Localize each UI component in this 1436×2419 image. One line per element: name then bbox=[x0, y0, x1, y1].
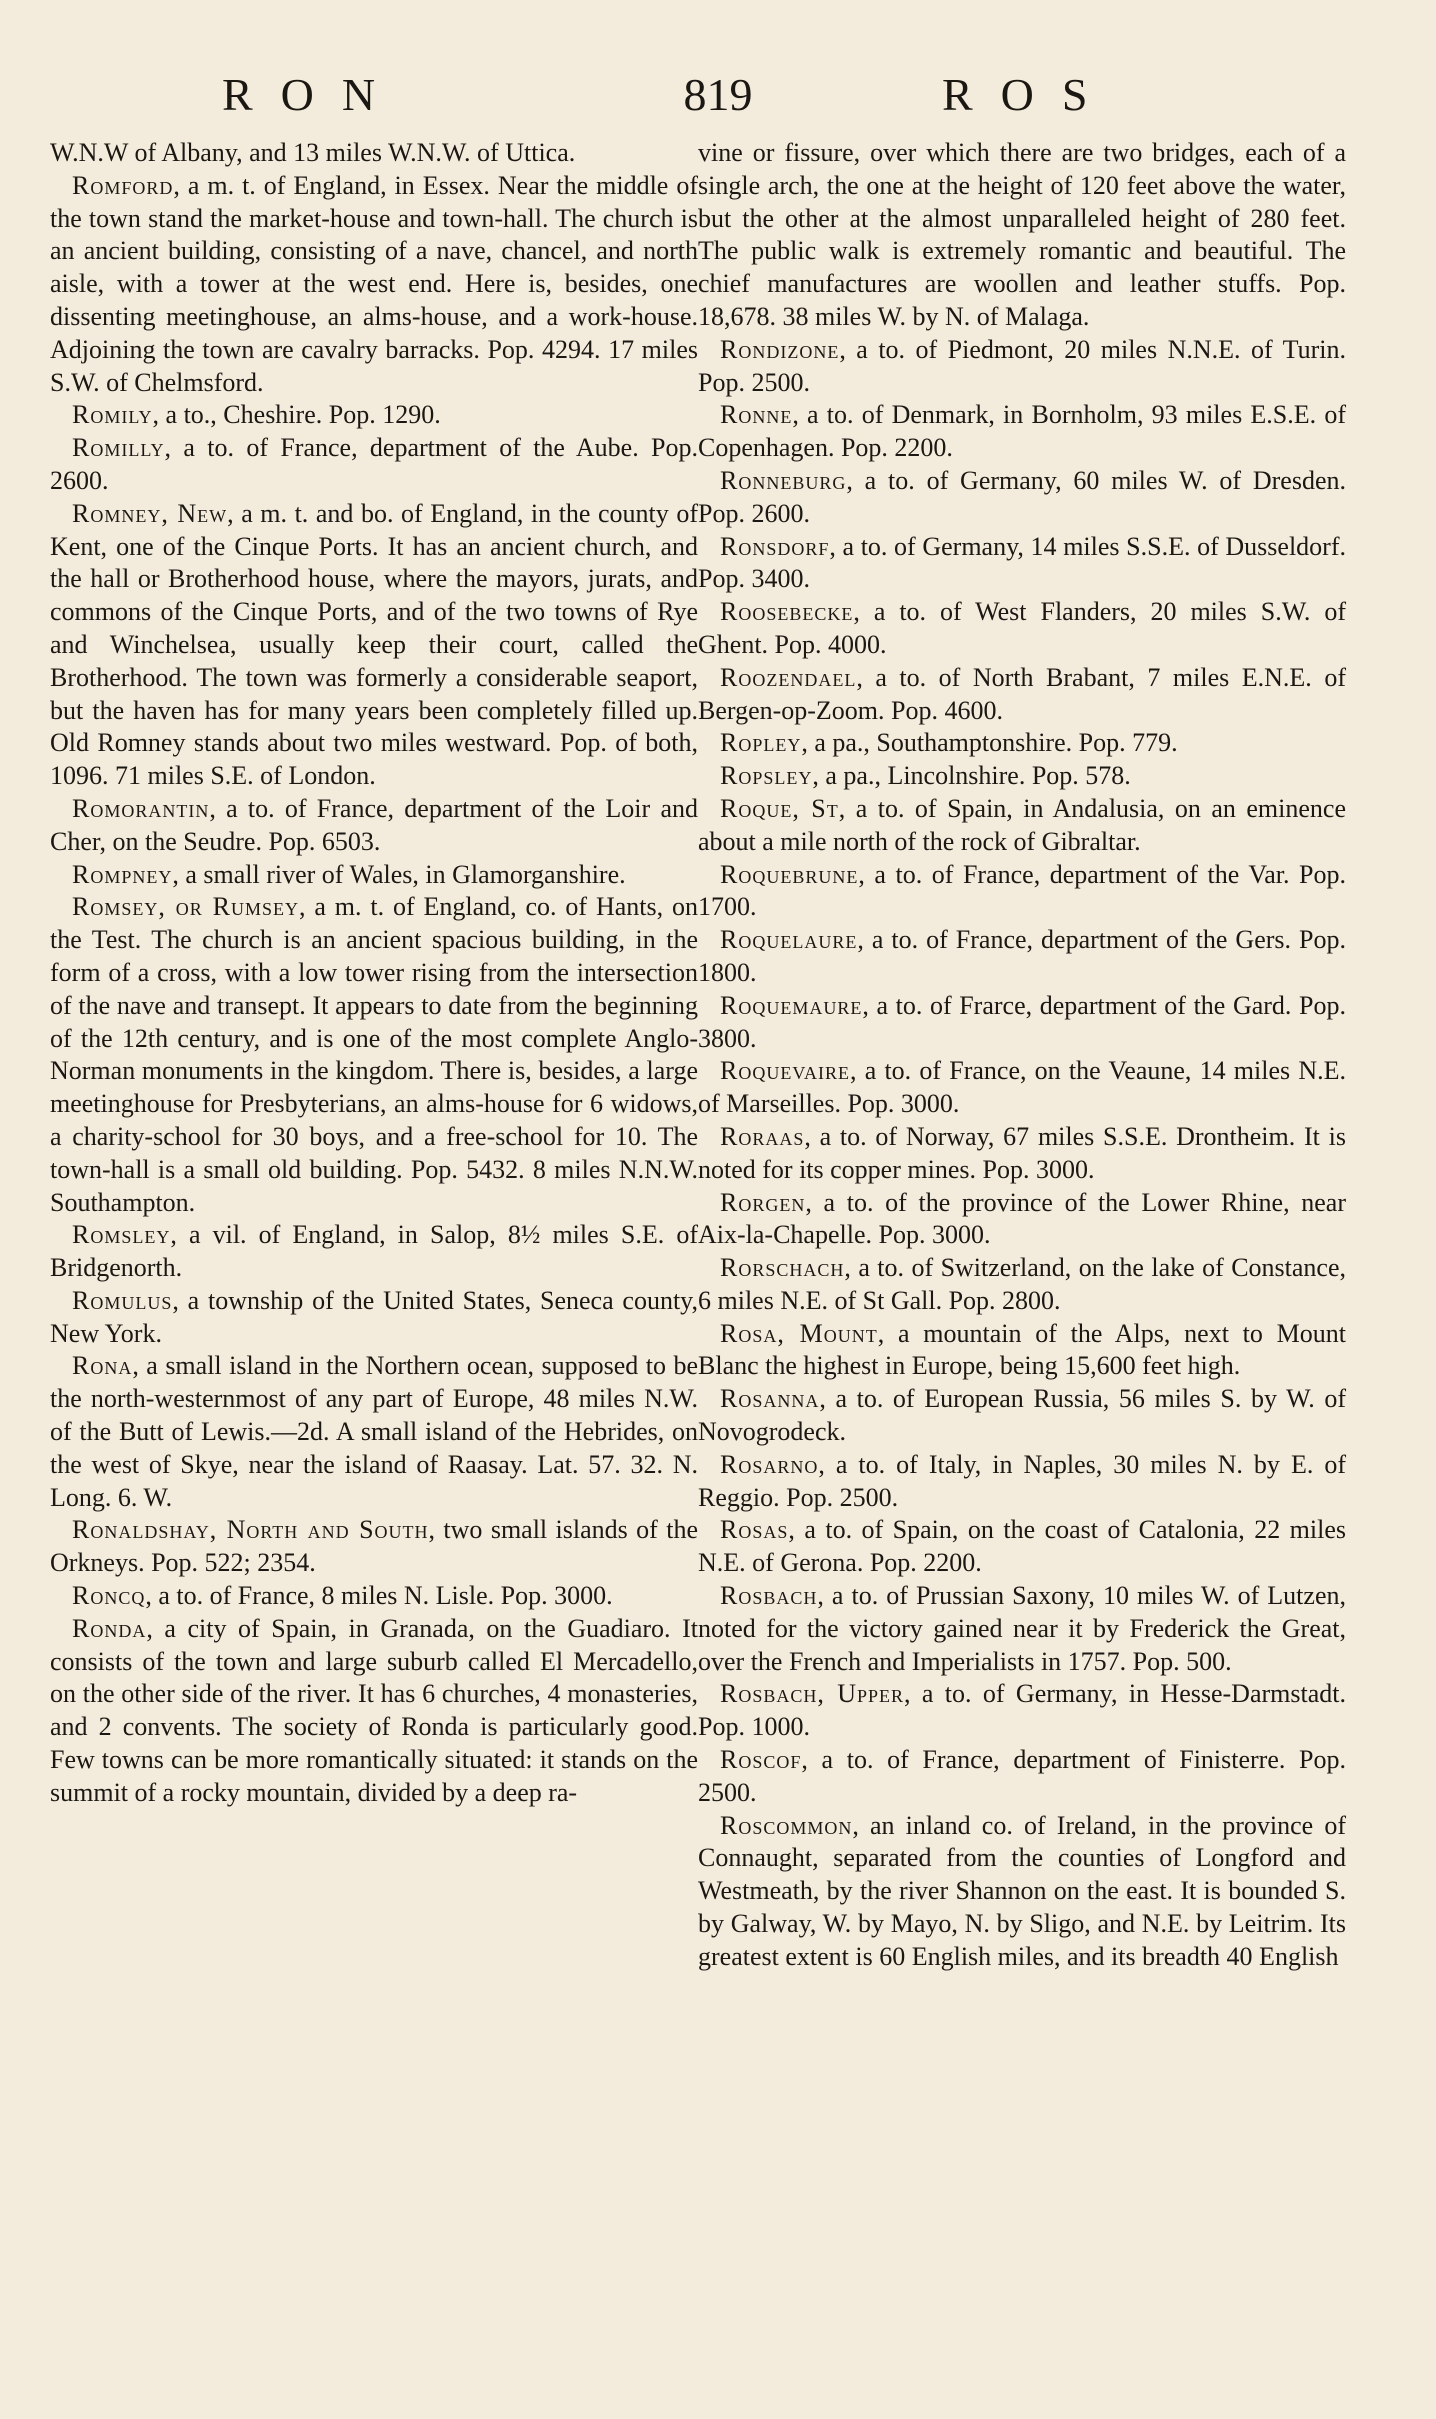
gazetteer-entry bbox=[698, 1187, 1346, 1253]
gazetteer-entry bbox=[698, 334, 1346, 400]
gazetteer-entry bbox=[50, 498, 698, 793]
gazetteer-entry bbox=[698, 1318, 1346, 1384]
entry-headword: Ronne bbox=[720, 400, 793, 430]
entry-text: , a to. of Switzerland, on the lake of Constance, 6 miles N.E. of St Gall. Pop. 2800. bbox=[698, 1253, 1346, 1315]
entry-text: , a to. of West Flanders, 20 miles S.W. of Ghent. Pop. 4000. bbox=[698, 597, 1346, 659]
entry-headword: Ronneburg bbox=[720, 465, 847, 495]
entry-text: , a to. of Norway, 67 miles S.S.E. Drontheim. It is noted for its copper mines. Pop. 3000. bbox=[698, 1121, 1346, 1184]
entry-headword: Ronaldshay, North and South bbox=[72, 1515, 429, 1545]
gazetteer-entry bbox=[50, 891, 698, 1219]
gazetteer-entry bbox=[698, 1744, 1346, 1810]
entry-text: , a to. of France, department of the Var. Pop. 1700. bbox=[698, 859, 1346, 922]
entry-text: , a to. of France, department of the Aube. Pop. 2600. bbox=[50, 433, 698, 495]
gazetteer-entry bbox=[50, 1285, 698, 1351]
entry-text: , a mountain of the Alps, next to Mount Blanc the highest in Europe, being 15,600 feet high. bbox=[698, 1318, 1347, 1381]
entry-headword: Ropley bbox=[720, 728, 802, 758]
entry-text: , a to. of North Brabant, 7 miles E.N.E. of Bergen-op-Zoom. Pop. 4600. bbox=[698, 662, 1346, 725]
gazetteer-entry bbox=[50, 1219, 698, 1285]
entry-text: , a to. of France, department of the Loir and Cher, on the Seudre. Pop. 6503. bbox=[50, 793, 698, 856]
entry-headword: Romsey, or Rumsey bbox=[72, 892, 299, 922]
gazetteer-entry bbox=[698, 1449, 1346, 1515]
gazetteer-entry bbox=[698, 859, 1346, 925]
gazetteer-entry bbox=[50, 432, 698, 498]
entry-text: , an inland co. of Ireland, in the province of Connaught, separated from the counties of Longford and Westmeath, by the river Shannon on the east. It is bounded S. by Galway, W. by Mayo, N. by Sligo, and N.E. by Leitrim. Its greatest extent is 60 English miles, and its breadth 40 English bbox=[698, 1810, 1346, 1971]
gazetteer-entry bbox=[698, 1121, 1346, 1187]
entry-headword: Rona bbox=[72, 1351, 133, 1381]
entry-text: , a to. of France, department of the Gers. Pop. 1800. bbox=[698, 925, 1346, 987]
entry-text: , a vil. of England, in Salop, 8½ miles S.E. of Bridgenorth. bbox=[50, 1220, 698, 1283]
entry-text: , a to. of Germany, 14 miles S.S.E. of Dusseldorf. Pop. 3400. bbox=[698, 531, 1346, 594]
entry-text: , a pa., Southamptonshire. Pop. 779. bbox=[801, 728, 1178, 758]
entry-text: , a to. of Piedmont, 20 miles N.N.E. of Turin. Pop. 2500. bbox=[698, 334, 1346, 397]
entry-headword: Romily bbox=[72, 400, 153, 430]
entry-text: , a to. of Denmark, in Bornholm, 93 miles E.S.E. of Copenhagen. Pop. 2200. bbox=[698, 400, 1346, 463]
gazetteer-entry bbox=[698, 465, 1346, 531]
header-right-guide-word: ROS bbox=[942, 69, 1116, 120]
gazetteer-entry bbox=[698, 727, 1346, 760]
entry-text: , a to. of Germany, 60 miles W. of Dresden. Pop. 2600. bbox=[698, 465, 1346, 528]
gazetteer-entry bbox=[50, 170, 698, 400]
gazetteer-entry bbox=[698, 1252, 1346, 1318]
left-column bbox=[50, 137, 698, 1810]
gazetteer-entry bbox=[50, 1613, 698, 1810]
gazetteer-entry bbox=[698, 924, 1346, 990]
entry-headword: Ronda bbox=[72, 1613, 147, 1643]
entry-text: , a to. of Spain, on the coast of Catalonia, 22 miles N.E. of Gerona. Pop. 2200. bbox=[698, 1515, 1346, 1578]
entry-text: , a township of the United States, Seneca county, New York. bbox=[50, 1285, 698, 1348]
entry-headword: Ronsdorf bbox=[720, 531, 830, 561]
entry-text: , a to. of European Russia, 56 miles S. by W. of Novogrodeck. bbox=[698, 1384, 1346, 1447]
entry-headword: Roscommon bbox=[720, 1810, 853, 1840]
entry-headword: Romford bbox=[72, 170, 174, 200]
gazetteer-entry bbox=[50, 859, 698, 892]
gazetteer-entry bbox=[50, 1580, 698, 1613]
entry-headword: Roquemaure bbox=[720, 990, 863, 1020]
entry-headword: Roraas bbox=[720, 1121, 805, 1151]
gazetteer-entry bbox=[698, 760, 1346, 793]
entry-headword: Rompney bbox=[72, 859, 173, 889]
entry-headword: Rondizone bbox=[720, 334, 840, 364]
gazetteer-entry bbox=[50, 1350, 698, 1514]
gazetteer-entry bbox=[698, 1810, 1346, 1974]
entry-headword: Romilly bbox=[72, 433, 165, 463]
entry-text: , a to. of Prussian Saxony, 10 miles W. of Lutzen, noted for the victory gained near it by Frederick the Great, over the French and Imperialists in 1757. Pop. 500. bbox=[698, 1581, 1346, 1676]
entry-text: , a to. of France, on the Veaune, 14 miles N.E. of Marseilles. Pop. 3000. bbox=[698, 1056, 1346, 1119]
entry-headword: Roozendael bbox=[720, 662, 857, 692]
entry-headword: Roque, St bbox=[720, 793, 839, 823]
gazetteer-entry bbox=[698, 399, 1346, 465]
entry-text: , a m. t. of England, co. of Hants, on the Test. The church is an ancient spacious building, in the form of a cross, with a low tower rising from the intersection of the nave and transept. It appears to date from the beginning of the 12th century, and is one of the most complete Anglo-Norman monuments in the kingdom. There is, besides, a large meetinghouse for Presbyterians, an alms-house for 6 widows, a charity-school for 30 boys, and a free-school for 10. The town-hall is a small old building. Pop. 5432. 8 miles N.N.W. Southampton. bbox=[50, 892, 698, 1217]
entry-headword: Roscof bbox=[720, 1745, 802, 1775]
gazetteer-entry bbox=[698, 662, 1346, 728]
entry-headword: Rorschach bbox=[720, 1253, 845, 1283]
entry-text: , a m. t. of England, in Essex. Near the middle of the town stand the market-house and town-hall. The church is an ancient building, consisting of a nave, chancel, and north aisle, with a tower at the west end. Here is, besides, one dissenting meetinghouse, an alms-house, and a work-house. Adjoining the town are cavalry barracks. Pop. 4294. 17 miles S.W. of Chelmsford. bbox=[50, 170, 698, 397]
entry-headword: Roquevaire bbox=[720, 1056, 851, 1086]
entry-headword: Ropsley bbox=[720, 761, 813, 791]
entry-headword: Romsley bbox=[72, 1220, 171, 1250]
gazetteer-entry bbox=[698, 1383, 1346, 1449]
gazetteer-entry bbox=[698, 1678, 1346, 1744]
entry-headword: Roosebecke bbox=[720, 597, 854, 627]
entry-headword: Roquelaure bbox=[720, 925, 858, 955]
entry-text: , a to. of Italy, in Naples, 30 miles N. by E. of Reggio. Pop. 2500. bbox=[698, 1449, 1346, 1512]
entry-text: , a pa., Lincolnshire. Pop. 578. bbox=[812, 761, 1131, 791]
gazetteer-entry bbox=[698, 596, 1346, 662]
gazetteer-entry bbox=[50, 1514, 698, 1580]
entry-headword: Romorantin bbox=[72, 793, 210, 823]
entry-text: , a to. of France, 8 miles N. Lisle. Pop. 3000. bbox=[145, 1581, 613, 1611]
entry-headword: Rosbach, Upper bbox=[720, 1679, 905, 1709]
entry-text: vine or fissure, over which there are two bridges, each of a single arch, the one at the height of 120 feet above the water, but the other at the almost unparalleled height of 280 feet. The public walk is extremely romantic and beautiful. The chief manufactures are woollen and leather stuffs. Pop. 18,678. 38 miles W. by N. of Malaga. bbox=[698, 138, 1346, 331]
page-number: 819 bbox=[683, 69, 753, 120]
entry-text: , a small river of Wales, in Glamorganshire. bbox=[172, 859, 626, 889]
gazetteer-entry bbox=[698, 1055, 1346, 1121]
gazetteer-entry bbox=[698, 990, 1346, 1056]
gazetteer-entry bbox=[50, 137, 698, 170]
running-header bbox=[0, 68, 1436, 128]
entry-headword: Roncq bbox=[72, 1581, 146, 1611]
gazetteer-entry bbox=[50, 793, 698, 859]
entry-text: , a city of Spain, in Granada, on the Guadiaro. It consists of the town and large suburb called El Mercadello, on the other side of the river. It has 6 churches, 4 monasteries, and 2 convents. The society of Ronda is particularly good. Few towns can be more romantically situated: it stands on the summit of a rocky mountain, divided by a deep ra- bbox=[50, 1613, 698, 1807]
entry-text: W.N.W of Albany, and 13 miles W.N.W. of Uttica. bbox=[50, 138, 576, 167]
entry-headword: Roquebrune bbox=[720, 859, 859, 889]
entry-text: , a to. of France, department of Finisterre. Pop. 2500. bbox=[698, 1745, 1346, 1807]
header-left-guide-word: RON bbox=[222, 69, 404, 120]
entry-headword: Rosanna bbox=[720, 1384, 820, 1414]
entry-headword: Rosas bbox=[720, 1515, 789, 1545]
gazetteer-entry bbox=[698, 1580, 1346, 1678]
entry-headword: Romney, New bbox=[72, 498, 228, 528]
entry-text: , a to. of the province of the Lower Rhine, near Aix-la-Chapelle. Pop. 3000. bbox=[698, 1187, 1346, 1250]
entry-headword: Rorgen bbox=[720, 1187, 806, 1217]
entry-text: , a to. of Frarce, department of the Gard. Pop. 3800. bbox=[698, 990, 1346, 1053]
entry-text: , a to., Cheshire. Pop. 1290. bbox=[152, 400, 441, 430]
entry-text: , a m. t. and bo. of England, in the county of Kent, one of the Cinque Ports. It has an ancient church, and the hall or Brotherhood house, where the mayors, jurats, and commons of the Cinque Ports, and of the two towns of Rye and Winchelsea, usually keep their court, called the Brotherhood. The town was formerly a considerable seaport, but the haven has for many years been completely filled up. Old Romney stands about two miles westward. Pop. of both, 1096. 71 miles S.E. of London. bbox=[50, 498, 698, 791]
entry-headword: Rosa, Mount bbox=[720, 1318, 878, 1348]
right-column bbox=[698, 137, 1346, 1974]
gazetteer-entry bbox=[50, 399, 698, 432]
gazetteer-entry bbox=[698, 531, 1346, 597]
entry-headword: Romulus bbox=[72, 1285, 173, 1315]
entry-text: , a to. of Spain, in Andalusia, on an eminence about a mile north of the rock of Gibraltar. bbox=[698, 793, 1346, 856]
gazetteer-entry bbox=[698, 1514, 1346, 1580]
entry-text: , a to. of Germany, in Hesse-Darmstadt. Pop. 1000. bbox=[698, 1679, 1346, 1742]
gazetteer-entry bbox=[698, 793, 1346, 859]
entry-headword: Rosbach bbox=[720, 1581, 818, 1611]
gazetteer-entry bbox=[698, 137, 1346, 334]
entry-text: , a small island in the Northern ocean, supposed to be the north-westernmost of any part of Europe, 48 miles N.W. of the Butt of Lewis.—2d. A small island of the Hebrides, on the west of Skye, near the island of Raasay. Lat. 57. 32. N. Long. 6. W. bbox=[50, 1351, 698, 1512]
entry-headword: Rosarno bbox=[720, 1449, 819, 1479]
entry-text: , two small islands of the Orkneys. Pop. 522; 2354. bbox=[50, 1515, 698, 1578]
